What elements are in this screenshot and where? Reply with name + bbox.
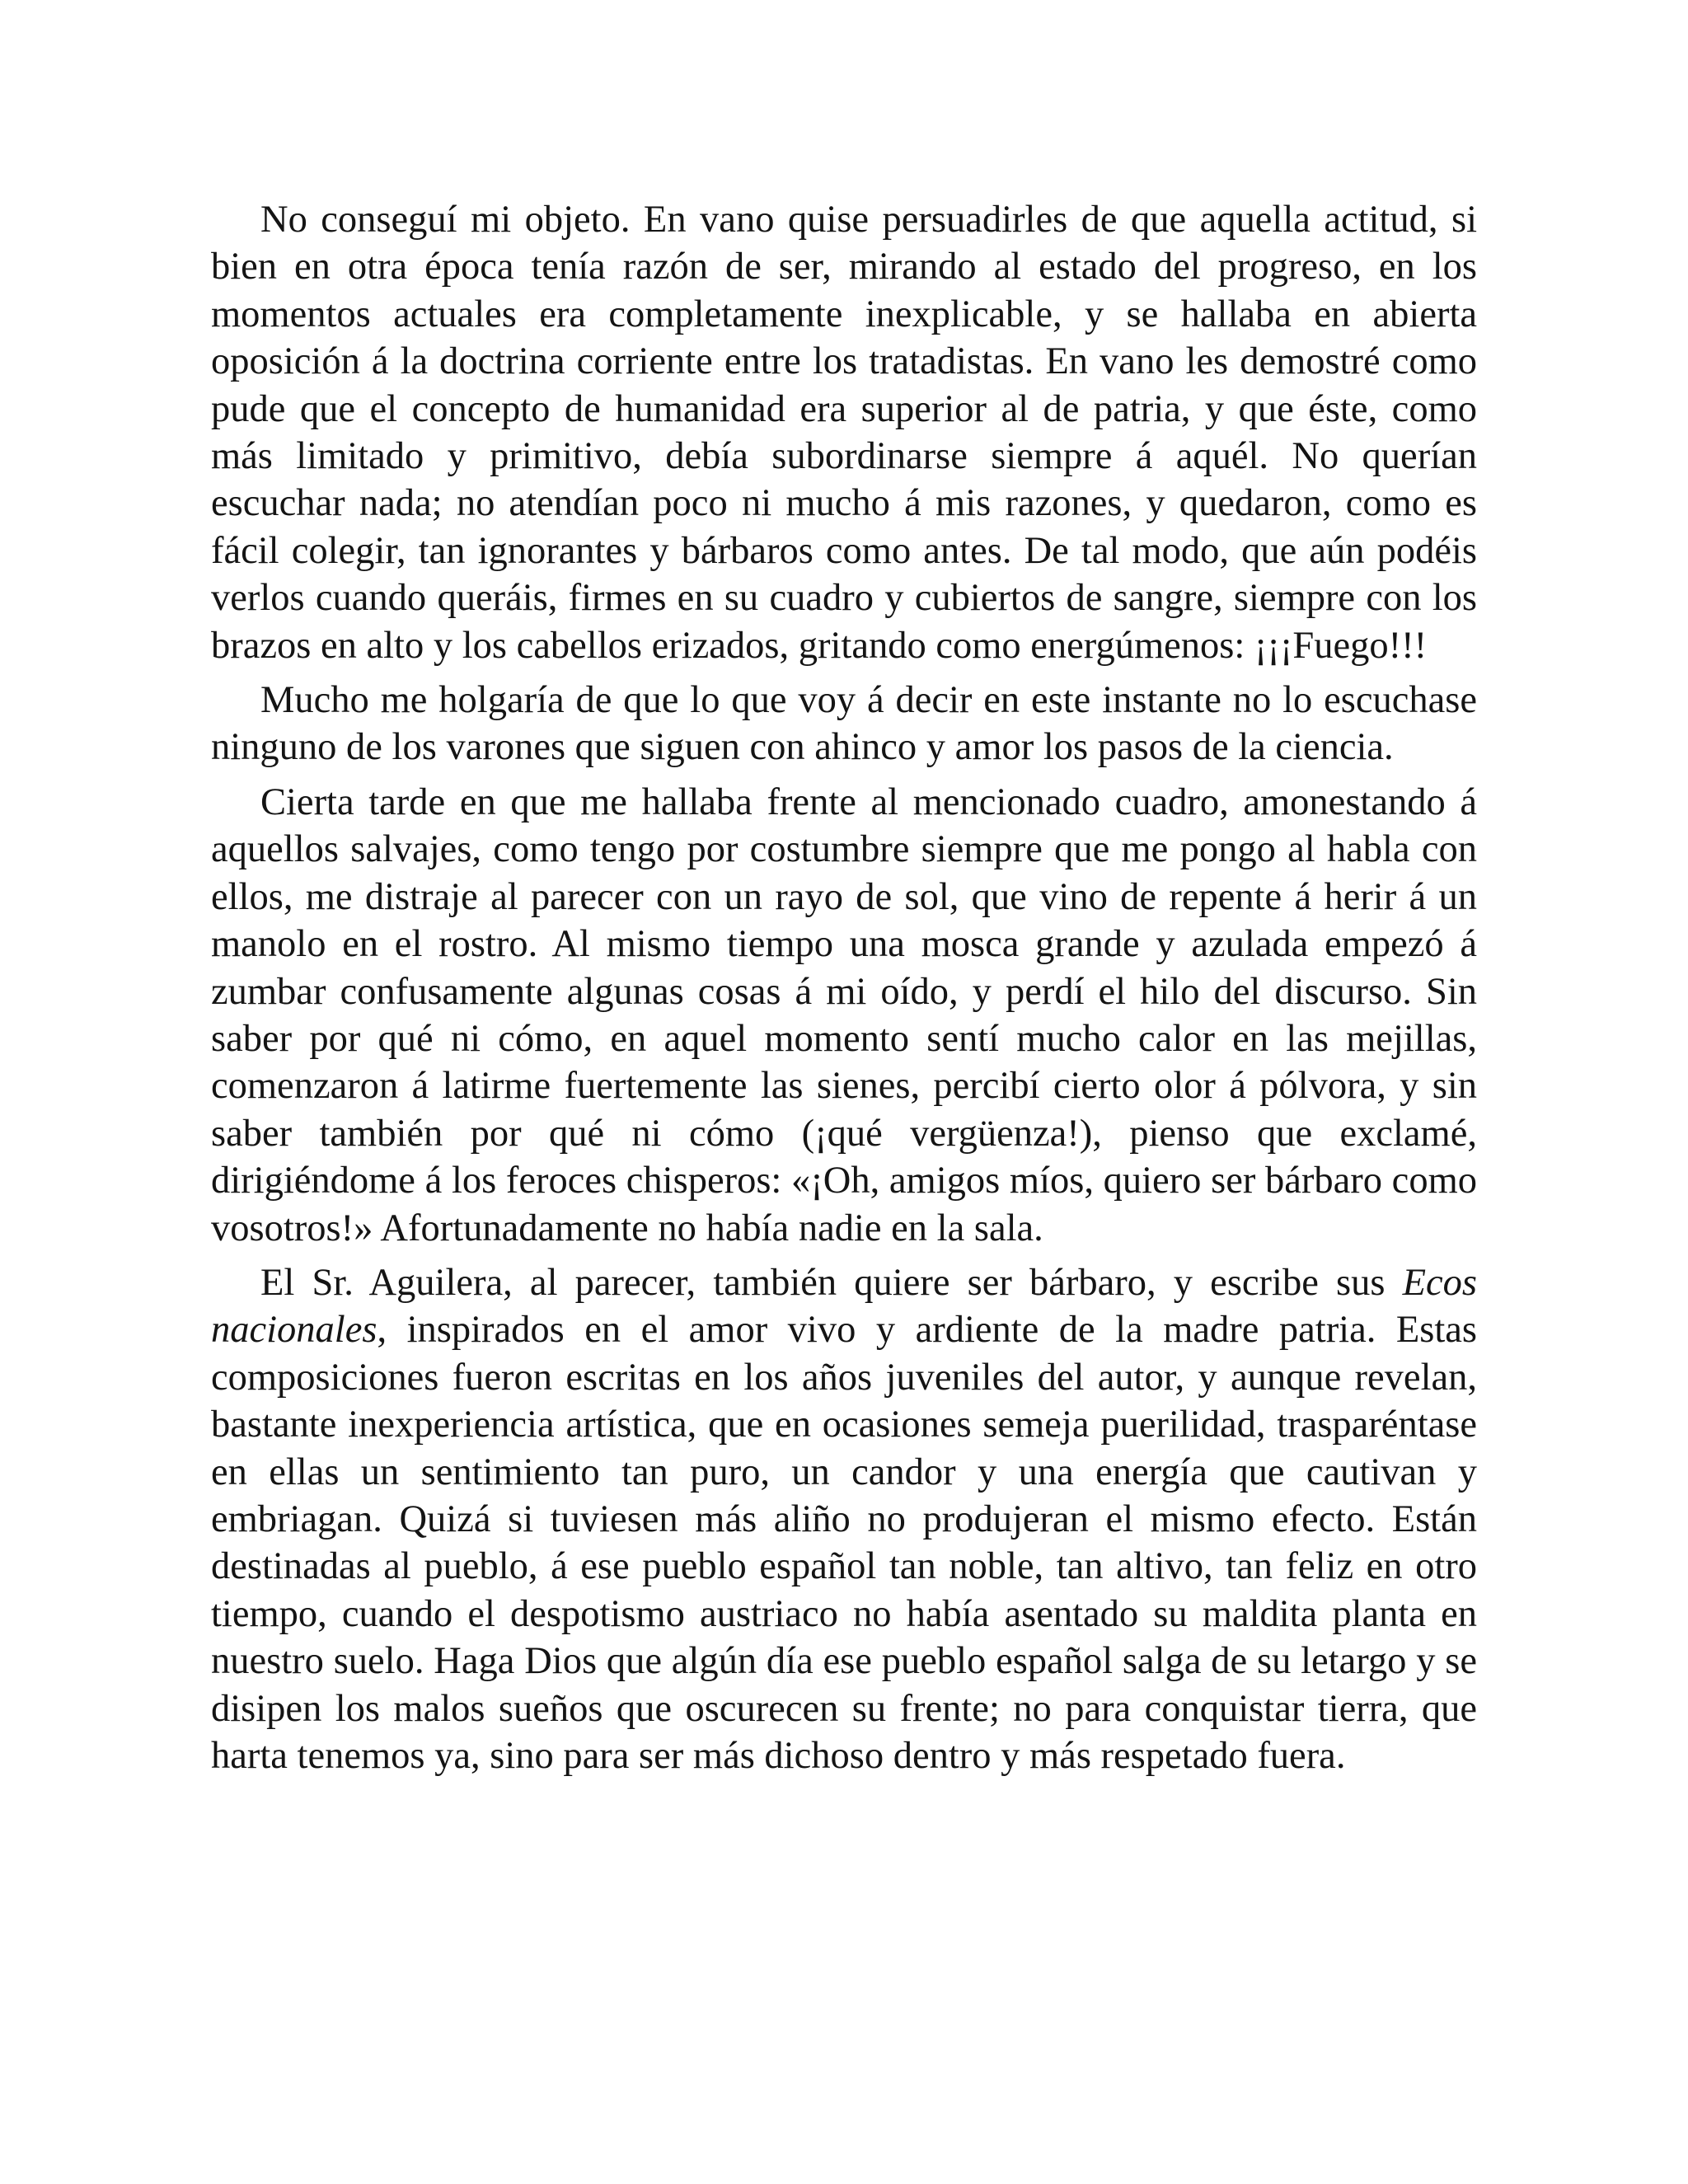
paragraph-4 (211, 1259, 1477, 1779)
paragraph-1: No conseguí mi objeto. En vano quise persuadirles de que aquella actitud, si bien en otra época tenía razón de ser, mirando al estado del progreso, en los momentos actuales era completamente inexplicable, y se hallaba en abierta oposición á la doctrina corriente entre los tratadistas. En vano les demostré como pude que el concepto de humanidad era superior al de patria, y que éste, como más limitado y primitivo, debía subordinarse siempre á aquél. No querían escuchar nada; no atendían poco ni mucho á mis razones, y quedaron, como es fácil colegir, tan ignorantes y bárbaros como antes. De tal modo, que aún podéis verlos cuando queráis, firmes en su cuadro y cubiertos de sangre, siempre con los brazos en alto y los cabellos erizados, gritando como energúmenos: ¡¡¡Fuego!!! (211, 199, 1477, 667)
paragraph-3: Cierta tarde en que me hallaba frente al mencionado cuadro, amonestando á aquellos salvajes, como tengo por costumbre siempre que me pongo al habla con ellos, me distraje al parecer con un rayo de sol, que vino de repente á herir á un manolo en el rostro. Al mismo tiempo una mosca grande y azulada empezó á zumbar confusamente algunas cosas á mi oído, y perdí el hilo del discurso. Sin saber por qué ni cómo, en aquel momento sentí mucho calor en las mejillas, comenzaron á latirme fuertemente las sienes, percibí cierto olor á pólvora, y sin saber también por qué ni cómo (¡qué vergüenza!), pienso que exclamé, dirigiéndome á los feroces chisperos: «¡Oh, amigos míos, quiero ser bárbaro como vosotros!» Afortunadamente no había nadie en la sala. (211, 780, 1477, 1249)
book-title-italic: Ecos nacionales (211, 1261, 1477, 1352)
paragraph-4-text-before: El Sr. Aguilera, al parecer, también quiere ser bárbaro, y escribe sus (260, 1261, 1403, 1304)
paragraph-4-text-after: , inspirados en el amor vivo y ardiente de la madre patria. Estas composiciones fueron escritas en los años juveniles del autor, y aunque revelan, bastante inexperiencia artística, que en ocasiones semeja puerilidad, trasparéntase en ellas un sentimiento tan puro, un candor y una energía que cautivan y embriagan. Quizá si tuviesen más aliño no produjeran el mismo efecto. Están destinadas al pueblo, á ese pueblo español tan noble, tan altivo, tan feliz en otro tiempo, cuando el despotismo austriaco no había asentado su maldita planta en nuestro suelo. Haga Dios que algún día ese pueblo español salga de su letargo y se disipen los malos sueños que oscurecen su frente; no para conquistar tierra, que harta tenemos ya, sino para ser más dichoso dentro y más respetado fuera. (211, 1309, 1477, 1777)
paragraph-2: Mucho me holgaría de que lo que voy á decir en este instante no lo escuchase ninguno de los varones que siguen con ahinco y amor los pasos de la ciencia. (211, 679, 1477, 769)
document-page (211, 196, 1477, 1787)
